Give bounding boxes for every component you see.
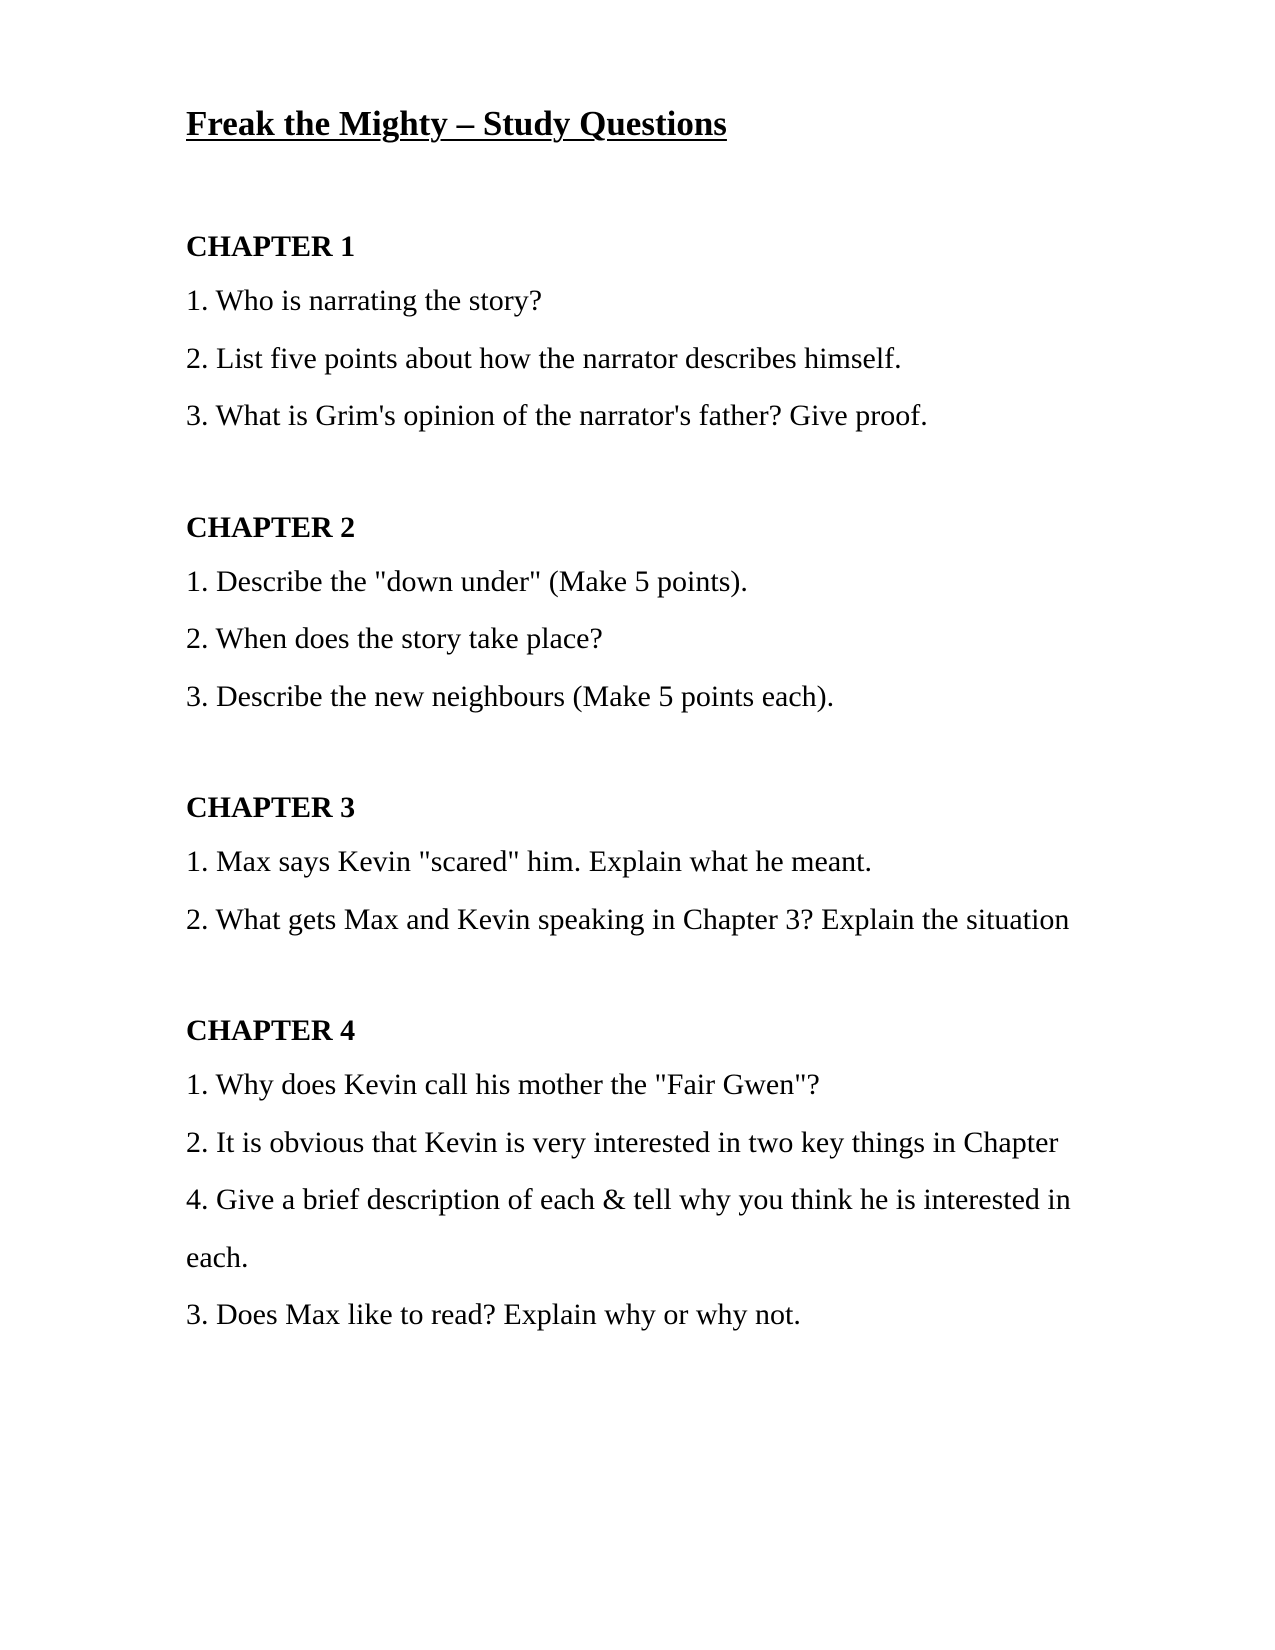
chapter-4-section — [186, 1006, 1086, 1344]
question-list — [186, 1056, 1086, 1344]
question-item: 2. When does the story take place? — [186, 622, 603, 655]
question-list — [186, 833, 1086, 948]
question-item: 1. Describe the "down under" (Make 5 points). — [186, 564, 748, 598]
question-item: 2. What gets Max and Kevin speaking in Chapter 3? Explain the situation — [186, 902, 1070, 936]
question-item: 1. Why does Kevin call his mother the "Fair Gwen"? — [186, 1068, 820, 1101]
question-list — [186, 553, 1086, 726]
question-item: 3. Describe the new neighbours (Make 5 points each). — [186, 679, 835, 713]
chapter-2-section — [186, 503, 1086, 726]
chapter-heading: CHAPTER 1 — [186, 230, 356, 263]
question-item: 1. Who is narrating the story? — [186, 284, 543, 317]
document-body — [186, 222, 1086, 1402]
question-item: 3. Does Max like to read? Explain why or why not. — [186, 1298, 801, 1331]
question-item: 3. What is Grim's opinion of the narrator's father? Give proof. — [186, 399, 928, 432]
document-title: Freak the Mighty – Study Questions — [186, 104, 727, 143]
question-item: 1. Max says Kevin "scared" him. Explain what he meant. — [186, 845, 872, 878]
question-item: 2. It is obvious that Kevin is very interested in two key things in Chapter 4. Give a brief description of each & tell why you think he is interested in each. — [186, 1125, 1071, 1274]
question-list — [186, 272, 1086, 445]
chapter-3-section — [186, 783, 1086, 948]
chapter-heading: CHAPTER 2 — [186, 510, 356, 544]
question-item: 2. List five points about how the narrator describes himself. — [186, 341, 902, 375]
chapter-heading: CHAPTER 3 — [186, 791, 356, 824]
chapter-heading: CHAPTER 4 — [186, 1014, 356, 1047]
chapter-1-section — [186, 222, 1086, 445]
